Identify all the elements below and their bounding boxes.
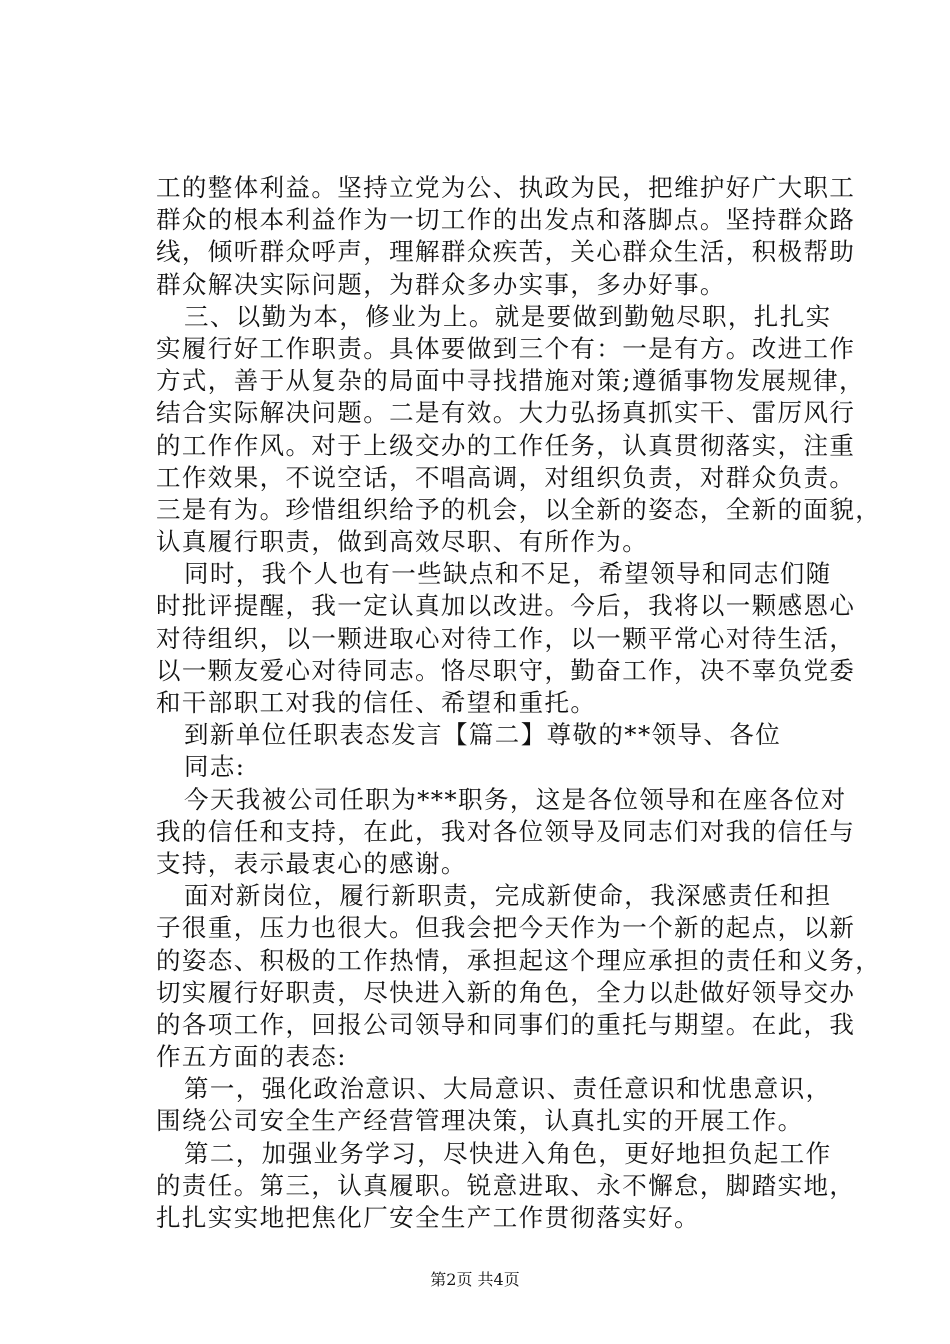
text-line: 的姿态、积极的工作热情，承担起这个理应承担的责任和义务， bbox=[156, 945, 882, 975]
text-line: 今天我被公司任职为***职务，这是各位领导和在座各位对 bbox=[184, 784, 847, 814]
text-line: 切实履行好职责，尽快进入新的角色，全力以赴做好领导交办 bbox=[156, 977, 856, 1007]
text-line: 同志: bbox=[184, 752, 246, 782]
text-line: 对待组织，以一颗进取心对待工作，以一颗平常心对待生活， bbox=[156, 623, 856, 653]
text-line: 的各项工作，回报公司领导和同事们的重托与期望。在此，我 bbox=[156, 1009, 856, 1039]
text-line: 的责任。第三，认真履职。锐意进取、永不懈怠，脚踏实地， bbox=[156, 1170, 856, 1200]
text-line: 群众的根本利益作为一切工作的出发点和落脚点。坚持群众路 bbox=[156, 205, 856, 235]
document-body bbox=[156, 172, 882, 1234]
text-line: 以一颗友爱心对待同志。恪尽职守，勤奋工作，决不辜负党委 bbox=[156, 655, 856, 685]
text-line: 扎扎实实地把焦化厂安全生产工作贯彻落实好。 bbox=[156, 1203, 700, 1232]
text-line: 认真履行职责，做到高效尽职、有所作为。 bbox=[156, 527, 649, 557]
text-line: 面对新岗位，履行新职责，完成新使命，我深感责任和担 bbox=[184, 881, 832, 911]
text-line: 第一，强化政治意识、大局意识、责任意识和忧患意识， bbox=[184, 1074, 832, 1104]
text-line: 子很重，压力也很大。但我会把今天作为一个新的起点，以新 bbox=[156, 913, 856, 943]
text-line: 三、以勤为本，修业为上。就是要做到勤勉尽职，扎扎实 bbox=[184, 301, 832, 331]
text-line: 第二，加强业务学习，尽快进入角色，更好地担负起工作 bbox=[184, 1138, 832, 1168]
text-line: 到新单位任职表态发言【篇二】尊敬的**领导、各位 bbox=[184, 720, 782, 750]
text-line: 的工作作风。对于上级交办的工作任务，认真贯彻落实，注重 bbox=[156, 430, 856, 460]
text-line: 实履行好工作职责。具体要做到三个有：一是有方。改进工作 bbox=[156, 333, 856, 363]
text-line: 围绕公司安全生产经营管理决策，认真扎实的开展工作。 bbox=[156, 1106, 804, 1136]
text-line: 我的信任和支持，在此，我对各位领导及同志们对我的信任与 bbox=[156, 816, 856, 846]
text-line: 时批评提醒，我一定认真加以改进。今后，我将以一颗感恩心 bbox=[156, 591, 856, 621]
text-line: 结合实际解决问题。二是有效。大力弘扬真抓实干、雷厉风行 bbox=[156, 398, 856, 428]
text-line: 方式，善于从复杂的局面中寻找措施对策;遵循事物发展规律， bbox=[156, 366, 865, 396]
page-footer: 第2页 共4页 bbox=[430, 1270, 520, 1289]
text-line: 同时，我个人也有一些缺点和不足，希望领导和同志们随 bbox=[184, 559, 832, 589]
text-line: 工的整体利益。坚持立党为公、执政为民，把维护好广大职工 bbox=[156, 173, 856, 202]
text-line: 线，倾听群众呼声，理解群众疾苦，关心群众生活，积极帮助 bbox=[156, 237, 856, 267]
text-line: 作五方面的表态: bbox=[156, 1042, 347, 1072]
text-line: 支持，表示最衷心的感谢。 bbox=[156, 848, 467, 878]
text-line: 三是有为。珍惜组织给予的机会，以全新的姿态，全新的面貌， bbox=[156, 494, 882, 524]
text-line: 和干部职工对我的信任、希望和重托。 bbox=[156, 688, 597, 717]
text-line: 工作效果，不说空话，不唱高调，对组织负责，对群众负责。 bbox=[156, 462, 856, 492]
text-line: 群众解决实际问题，为群众多办实事，多办好事。 bbox=[156, 269, 726, 299]
